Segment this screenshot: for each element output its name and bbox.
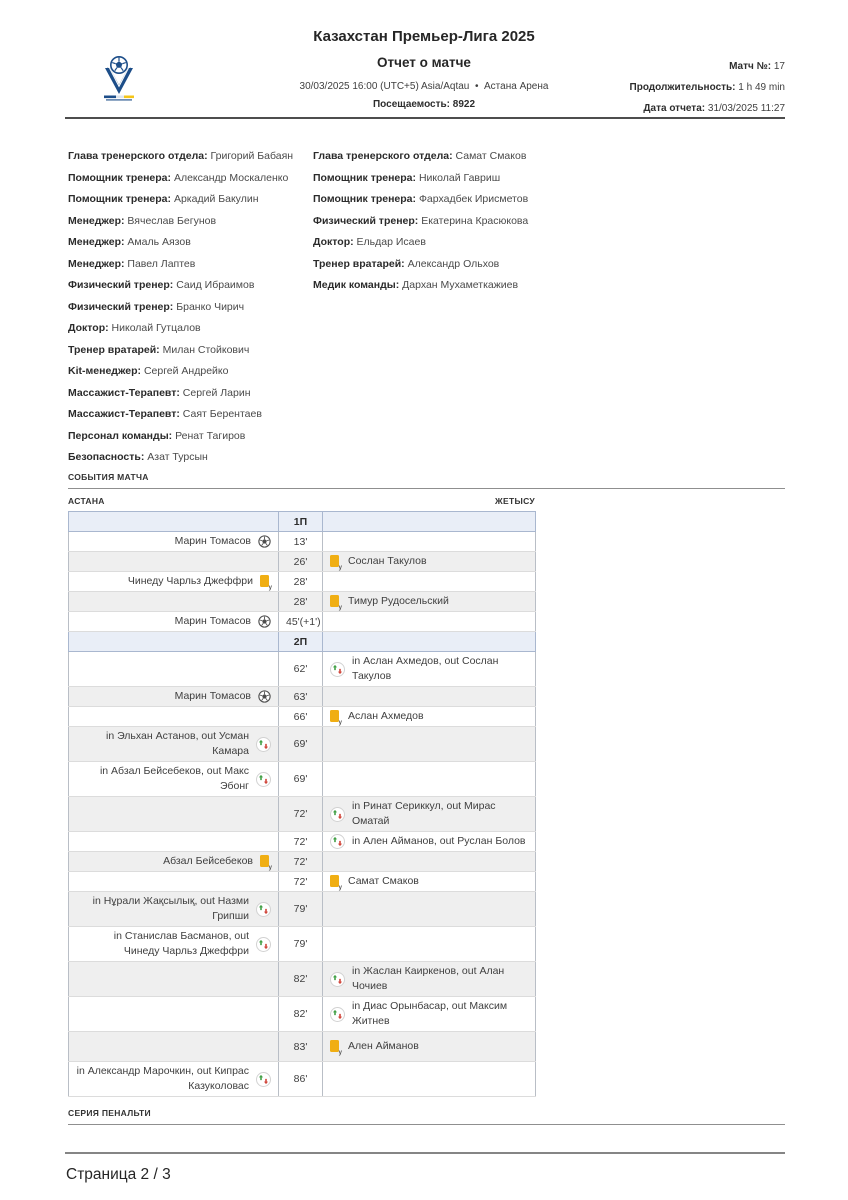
header-divider: [65, 117, 785, 119]
staff-person-name: Аркадий Бакулин: [173, 193, 259, 205]
event-time-cell: 72': [279, 797, 323, 832]
staff-role-label: Медик команды:: [313, 279, 400, 291]
period-label: 1П: [279, 512, 323, 532]
event-text: in Аслан Ахмедов, out Сослан Такулов: [352, 655, 499, 682]
event-away-cell: [323, 872, 536, 892]
staff-role-label: Доктор:: [68, 322, 109, 334]
substitution-icon: [330, 662, 345, 677]
match-number-label: Матч №:: [729, 61, 772, 72]
page-number: Страница 2 / 3: [66, 1166, 171, 1183]
goal-icon: [258, 690, 271, 703]
event-row: [69, 852, 536, 872]
report-date-value: 31/03/2025 11:27: [707, 103, 785, 114]
yellow-card-icon: [330, 710, 341, 724]
event-away-cell: [323, 762, 536, 797]
event-time-cell: 79': [279, 892, 323, 927]
staff-item: [313, 275, 573, 297]
yellow-card-shape: [330, 875, 339, 887]
staff-item: [68, 146, 312, 168]
penalty-shootout-section: [68, 1108, 785, 1125]
yellow-card-letter: y: [338, 564, 342, 571]
event-row: [69, 762, 536, 797]
staff-item: [68, 232, 312, 254]
event-content: [76, 929, 271, 959]
event-text: Марин Томасов: [174, 690, 251, 702]
event-home-cell: [69, 1032, 279, 1062]
match-events-section: [68, 472, 785, 1097]
event-home-cell: [69, 552, 279, 572]
events-table-body: [69, 512, 536, 1097]
yellow-card-shape: [260, 575, 269, 587]
yellow-card-icon: [260, 855, 271, 869]
yellow-card-letter: y: [338, 884, 342, 891]
substitution-icon: [256, 772, 271, 787]
event-time-cell: 69': [279, 762, 323, 797]
yellow-card-icon: [330, 595, 341, 609]
staff-item: [68, 383, 312, 405]
staff-role-label: Физический тренер:: [68, 300, 174, 313]
event-home-cell: [69, 892, 279, 927]
event-content: [330, 709, 528, 724]
event-content: [330, 964, 528, 994]
events-table: [68, 511, 536, 1097]
staff-person-name: Сергей Ларин: [182, 386, 251, 399]
staff-item: [68, 318, 312, 340]
event-text: Марин Томасов: [174, 535, 251, 547]
period-header-row: [69, 512, 536, 532]
staff-item: [68, 275, 312, 297]
event-text: Ален Айманов: [348, 1040, 419, 1052]
event-away-cell: [323, 927, 536, 962]
staff-item: [68, 426, 312, 448]
event-row: [69, 872, 536, 892]
event-text: in Станислав Басманов, out Чинеду Чарльз Джеффри: [113, 930, 249, 957]
event-away-cell: [323, 962, 536, 997]
event-row: [69, 832, 536, 852]
staff-person-name: Фархадбек Ирисметов: [418, 193, 529, 205]
yellow-card-shape: [260, 855, 269, 867]
staff-person-name: Ельдар Исаев: [356, 236, 426, 248]
event-time-cell: 82': [279, 962, 323, 997]
report-date-label: Дата отчета:: [643, 103, 706, 114]
period-home-cell: [69, 632, 279, 652]
event-home-cell: [69, 852, 279, 872]
event-text: Самат Смаков: [348, 875, 419, 887]
staff-person-name: Дархан Мухаметкажиев: [402, 279, 519, 291]
substitution-icon: [256, 902, 271, 917]
event-home-cell: [69, 687, 279, 707]
event-home-cell: [69, 572, 279, 592]
yellow-card-shape: [330, 595, 339, 607]
staff-item: [68, 404, 312, 426]
report-header-right: [630, 56, 785, 119]
staff-item: [68, 168, 312, 190]
event-away-cell: [323, 592, 536, 612]
event-text: Аслан Ахмедов: [348, 710, 424, 722]
event-away-cell: [323, 612, 536, 632]
yellow-card-letter: y: [268, 864, 272, 871]
event-time-cell: 28': [279, 592, 323, 612]
staff-person-name: Вячеслав Бегунов: [127, 214, 217, 227]
penalties-section-title: СЕРИЯ ПЕНАЛЬТИ: [68, 1108, 785, 1125]
event-content: [330, 654, 528, 684]
substitution-icon: [330, 834, 345, 849]
yellow-card-shape: [330, 555, 339, 567]
event-home-cell: [69, 727, 279, 762]
event-away-cell: [323, 797, 536, 832]
event-home-cell: [69, 592, 279, 612]
period-header-row: [69, 632, 536, 652]
staff-role-label: Менеджер:: [68, 214, 125, 227]
event-row: [69, 727, 536, 762]
event-time-cell: 72': [279, 872, 323, 892]
event-row: [69, 797, 536, 832]
event-time-cell: 72': [279, 832, 323, 852]
event-home-cell: [69, 762, 279, 797]
event-row: [69, 612, 536, 632]
event-time-cell: 45'(+1'): [279, 612, 323, 632]
event-row: [69, 997, 536, 1032]
event-text: in Ален Айманов, out Руслан Болов: [352, 835, 526, 847]
event-away-cell: [323, 532, 536, 552]
event-time-cell: 66': [279, 707, 323, 727]
staff-role-label: Физический тренер:: [68, 279, 174, 291]
substitution-icon: [256, 1072, 271, 1087]
staff-role-label: Помощник тренера:: [313, 171, 417, 184]
event-content: [330, 554, 528, 569]
event-row: [69, 927, 536, 962]
event-away-cell: [323, 727, 536, 762]
staff-item: [313, 254, 573, 276]
event-home-cell: [69, 997, 279, 1032]
event-row: [69, 1062, 536, 1097]
duration-label: Продолжительность:: [629, 82, 736, 93]
event-time-cell: 28': [279, 572, 323, 592]
attendance-value: 8922: [452, 99, 476, 110]
match-datetime: 30/03/2025 16:00 (UTC+5) Asia/Aqtau: [299, 81, 470, 92]
event-away-cell: [323, 852, 536, 872]
event-content: [330, 999, 528, 1029]
event-away-cell: [323, 997, 536, 1032]
events-section-title: СОБЫТИЯ МАТЧА: [68, 472, 785, 489]
event-content: [76, 729, 271, 759]
staff-role-label: Массажист-Терапевт:: [68, 386, 180, 399]
event-text: in Александр Марочкин, out Кипрас Казуколовас: [76, 1065, 249, 1092]
substitution-icon: [330, 972, 345, 987]
staff-person-name: Николай Гавриш: [418, 171, 501, 184]
staff-item: [68, 254, 312, 276]
event-away-cell: [323, 552, 536, 572]
event-away-cell: [323, 1032, 536, 1062]
home-team-name: АСТАНА: [68, 496, 105, 506]
period-away-cell: [323, 512, 536, 532]
page-title: Казахстан Премьер-Лига 2025: [313, 28, 535, 45]
event-content: [76, 534, 271, 549]
staff-person-name: Милан Стойкович: [162, 343, 250, 356]
event-home-cell: [69, 832, 279, 852]
substitution-icon: [256, 737, 271, 752]
staff-item: [68, 361, 312, 383]
event-row: [69, 962, 536, 997]
yellow-card-letter: y: [268, 584, 272, 591]
event-away-cell: [323, 1062, 536, 1097]
yellow-card-letter: y: [338, 719, 342, 726]
staff-person-name: Николай Гутцалов: [111, 322, 201, 334]
event-text: Чинеду Чарльз Джеффри: [127, 575, 253, 587]
staff-person-name: Саид Ибраимов: [176, 279, 255, 291]
event-home-cell: [69, 797, 279, 832]
goal-icon: [258, 615, 271, 628]
event-text: in Жаслан Каиркенов, out Алан Чочиев: [352, 965, 505, 992]
staff-item: [68, 447, 312, 469]
staff-role-label: Помощник тренера:: [68, 193, 172, 205]
staff-person-name: Павел Лаптев: [127, 257, 196, 270]
attendance-label: Посещаемость:: [372, 99, 450, 110]
staff-role-label: Глава тренерского отдела:: [68, 150, 208, 162]
event-time-cell: 13': [279, 532, 323, 552]
event-text: Тимур Рудосельский: [348, 595, 449, 607]
event-time-cell: 69': [279, 727, 323, 762]
staff-item: [313, 211, 573, 233]
staff-person-name: Сергей Андрейко: [143, 365, 229, 377]
event-row: [69, 552, 536, 572]
staff-item: [68, 340, 312, 362]
staff-person-name: Самат Смаков: [455, 150, 527, 162]
substitution-icon: [256, 937, 271, 952]
event-content: [330, 874, 528, 889]
event-time-cell: 83': [279, 1032, 323, 1062]
event-content: [76, 574, 271, 589]
event-time-cell: 26': [279, 552, 323, 572]
staff-person-name: Саят Берентаев: [182, 408, 262, 420]
event-away-cell: [323, 652, 536, 687]
footer-divider: [65, 1152, 785, 1154]
event-text: in Диас Орынбасар, out Максим Житнев: [352, 1000, 508, 1027]
event-away-cell: [323, 707, 536, 727]
staff-person-name: Екатерина Красюкова: [421, 214, 529, 227]
staff-item: [313, 189, 573, 211]
event-text: Абзал Бейсебеков: [163, 855, 253, 867]
substitution-icon: [330, 807, 345, 822]
staff-item: [313, 168, 573, 190]
teams-row: [68, 496, 535, 506]
event-home-cell: [69, 652, 279, 687]
event-content: [76, 689, 271, 704]
event-row: [69, 592, 536, 612]
staff-role-label: Персонал команды:: [68, 429, 173, 442]
event-content: [330, 834, 528, 849]
staff-role-label: Менеджер:: [68, 257, 125, 270]
goal-icon: [258, 535, 271, 548]
event-time-cell: 86': [279, 1062, 323, 1097]
staff-role-label: Физический тренер:: [313, 214, 419, 227]
separator-dot: •: [474, 81, 479, 92]
event-time-cell: 62': [279, 652, 323, 687]
event-text: in Ринат Сериккул, out Мирас Оматай: [352, 800, 496, 827]
event-home-cell: [69, 927, 279, 962]
event-row: [69, 687, 536, 707]
staff-person-name: Ренат Тагиров: [175, 429, 246, 442]
staff-person-name: Григорий Бабаян: [210, 150, 294, 162]
event-text: in Абзал Бейсебеков, out Макс Эбонг: [99, 765, 249, 792]
event-time-cell: 82': [279, 997, 323, 1032]
staff-item: [313, 232, 573, 254]
event-home-cell: [69, 612, 279, 632]
event-row: [69, 892, 536, 927]
yellow-card-icon: [260, 575, 271, 589]
event-row: [69, 572, 536, 592]
event-text: in Эльхан Астанов, out Усман Камара: [106, 730, 249, 757]
staff-person-name: Александр Ольхов: [407, 257, 500, 270]
duration-value: 1 h 49 min: [738, 82, 785, 93]
yellow-card-letter: y: [338, 1049, 342, 1056]
staff-item: [68, 297, 312, 319]
staff-role-label: Тренер вратарей:: [68, 343, 160, 356]
event-content: [76, 1064, 271, 1094]
event-row: [69, 1032, 536, 1062]
staff-person-name: Бранко Чирич: [176, 300, 245, 313]
event-text: in Нұрали Жақсылық, out Назми Грипши: [92, 895, 249, 922]
event-row: [69, 652, 536, 687]
event-content: [330, 1039, 528, 1054]
staff-item: [68, 189, 312, 211]
event-away-cell: [323, 687, 536, 707]
yellow-card-shape: [330, 710, 339, 722]
event-home-cell: [69, 1062, 279, 1097]
event-home-cell: [69, 707, 279, 727]
staff-item: [68, 211, 312, 233]
staff-column-away: [313, 146, 573, 297]
event-row: [69, 707, 536, 727]
yellow-card-icon: [330, 555, 341, 569]
event-time-cell: 79': [279, 927, 323, 962]
event-home-cell: [69, 532, 279, 552]
event-row: [69, 532, 536, 552]
event-content: [76, 614, 271, 629]
staff-item: [313, 146, 573, 168]
staff-role-label: Помощник тренера:: [68, 171, 172, 184]
event-away-cell: [323, 892, 536, 927]
period-label: 2П: [279, 632, 323, 652]
event-text: Марин Томасов: [174, 615, 251, 627]
staff-person-name: Амаль Аязов: [127, 236, 191, 248]
event-away-cell: [323, 832, 536, 852]
event-home-cell: [69, 962, 279, 997]
match-number-line: [630, 56, 785, 77]
duration-line: [630, 77, 785, 98]
staff-role-label: Kit-менеджер:: [68, 365, 142, 377]
yellow-card-icon: [330, 1040, 341, 1054]
staff-role-label: Глава тренерского отдела:: [313, 150, 453, 162]
away-team-name: ЖЕТЫСУ: [495, 496, 535, 506]
event-content: [76, 894, 271, 924]
event-content: [76, 854, 271, 869]
period-home-cell: [69, 512, 279, 532]
event-content: [330, 799, 528, 829]
event-content: [330, 594, 528, 609]
staff-person-name: Александр Москаленко: [173, 171, 289, 184]
event-away-cell: [323, 572, 536, 592]
event-content: [76, 764, 271, 794]
yellow-card-shape: [330, 1040, 339, 1052]
yellow-card-icon: [330, 875, 341, 889]
staff-role-label: Массажист-Терапевт:: [68, 408, 180, 420]
staff-role-label: Тренер вратарей:: [313, 257, 405, 270]
substitution-icon: [330, 1007, 345, 1022]
venue-name: Астана Арена: [484, 81, 549, 92]
report-date-line: [630, 98, 785, 119]
staff-column-home: [68, 146, 312, 469]
match-number-value: 17: [773, 61, 785, 72]
staff-role-label: Помощник тренера:: [313, 193, 417, 205]
report-subtitle: Отчет о матче: [377, 55, 471, 70]
staff-role-label: Доктор:: [313, 236, 354, 248]
staff-person-name: Азат Турсын: [147, 451, 208, 463]
staff-role-label: Безопасность:: [68, 451, 145, 463]
event-text: Сослан Такулов: [348, 555, 427, 567]
yellow-card-letter: y: [338, 604, 342, 611]
staff-role-label: Менеджер:: [68, 236, 125, 248]
period-away-cell: [323, 632, 536, 652]
event-time-cell: 63': [279, 687, 323, 707]
event-home-cell: [69, 872, 279, 892]
event-time-cell: 72': [279, 852, 323, 872]
